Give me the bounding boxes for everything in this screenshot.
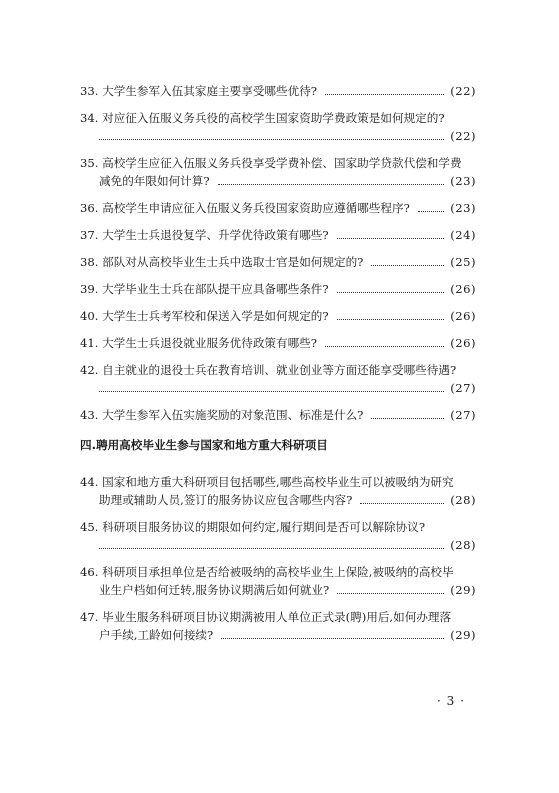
toc-page-ref: (22) [450, 129, 476, 143]
toc-entry-line [80, 154, 476, 172]
toc-page-ref: (27) [450, 381, 476, 395]
toc-entry [80, 406, 476, 424]
toc-page-ref: (23) [450, 201, 476, 215]
dot-leader [337, 238, 445, 239]
toc-entry-line [80, 334, 476, 352]
toc-entry-line [80, 379, 476, 397]
toc-entry-text: 35. 高校学生应征入伍服义务兵役享受学费补偿、国家助学贷款代偿和学费 [80, 156, 462, 170]
toc-entry-text: 33. 大学生参军入伍其家庭主要享受哪些优待? [80, 84, 318, 98]
dot-leader [99, 548, 444, 549]
toc-entry [80, 608, 476, 644]
toc-entry [80, 280, 476, 298]
toc-entry-line [80, 82, 476, 100]
toc-entry-line [80, 127, 476, 145]
toc-entry-line [80, 280, 476, 298]
dot-leader [99, 391, 444, 392]
toc-entry [80, 563, 476, 599]
toc-entry [80, 253, 476, 271]
toc-page-ref: (29) [450, 583, 476, 597]
toc-entry-text: 45. 科研项目服务协议的期限如何约定,履行期间是否可以解除协议? [80, 520, 426, 534]
toc-entry-text: 41. 大学生士兵退役就业服务优待政策有哪些? [80, 336, 318, 350]
toc-group-military [80, 82, 476, 424]
dot-leader [418, 211, 444, 212]
table-of-contents [80, 82, 476, 653]
toc-entry-text: 38. 部队对从高校毕业生士兵中选取士官是如何规定的? [80, 255, 364, 269]
dot-leader [371, 418, 444, 419]
toc-entry-line [80, 581, 476, 599]
toc-entry-line [80, 172, 476, 190]
toc-page-ref: (27) [450, 408, 476, 422]
toc-entry-line [80, 491, 476, 509]
dot-leader [337, 319, 445, 320]
toc-entry-text: 助理或辅助人员,签订的服务协议应包含哪些内容? [99, 493, 353, 507]
toc-entry-text: 户手续,工龄如何接续? [99, 628, 214, 642]
toc-entry [80, 473, 476, 509]
toc-entry [80, 82, 476, 100]
dot-leader [360, 503, 444, 504]
dot-leader [325, 346, 444, 347]
toc-entry [80, 334, 476, 352]
toc-entry-text: 42. 自主就业的退役士兵在教育培训、就业创业等方面还能享受哪些待遇? [80, 363, 457, 377]
toc-entry-text: 47. 毕业生服务科研项目协议期满被用人单位正式录(聘)用后,如何办理落 [80, 610, 452, 624]
toc-entry [80, 154, 476, 190]
toc-entry-line [80, 199, 476, 217]
toc-entry [80, 361, 476, 397]
toc-entry-text: 39. 大学毕业生士兵在部队提干应具备哪些条件? [80, 282, 329, 296]
toc-entry-line [80, 253, 476, 271]
toc-entry-text: 43. 大学生参军入伍实施奖励的对象范围、标准是什么? [80, 408, 364, 422]
toc-entry-text: 减免的年限如何计算? [99, 174, 210, 188]
toc-entry-line [80, 563, 476, 581]
toc-entry [80, 307, 476, 325]
toc-group-research [80, 473, 476, 644]
toc-entry-line [80, 226, 476, 244]
toc-page-ref: (26) [450, 336, 476, 350]
toc-entry-line [80, 518, 476, 536]
toc-entry-text: 36. 高校学生申请应征入伍服义务兵役国家资助应遵循哪些程序? [80, 201, 410, 215]
toc-page-ref: (24) [450, 228, 476, 242]
dot-leader [337, 593, 444, 594]
toc-page-ref: (28) [450, 493, 476, 507]
toc-entry-line [80, 473, 476, 491]
toc-entry-line [80, 361, 476, 379]
toc-page-ref: (22) [450, 84, 476, 98]
toc-page-ref: (29) [450, 628, 476, 642]
toc-entry-line [80, 608, 476, 626]
dot-leader [221, 638, 444, 639]
toc-page-ref: (28) [450, 538, 476, 552]
section-title: 四.聘用高校毕业生参与国家和地方重大科研项目 [80, 438, 328, 452]
toc-entry-text: 业生户档如何迁转,服务协议期满后如何就业? [99, 583, 330, 597]
toc-entry-text: 46. 科研项目承担单位是否给被吸纳的高校毕业生上保险,被吸纳的高校毕 [80, 565, 454, 579]
dot-leader [99, 139, 444, 140]
dot-leader [337, 292, 445, 293]
toc-entry-line [80, 406, 476, 424]
toc-entry-line [80, 307, 476, 325]
toc-entry-text: 44. 国家和地方重大科研项目包括哪些,哪些高校毕业生可以被吸纳为研究 [80, 475, 454, 489]
page-number: · 3 · [437, 694, 465, 708]
toc-page-ref: (26) [450, 282, 476, 296]
toc-page-ref: (25) [450, 255, 476, 269]
toc-entry-line [80, 109, 476, 127]
toc-entry [80, 518, 476, 554]
toc-entry-line [80, 536, 476, 554]
dot-leader [218, 184, 445, 185]
toc-entry-text: 40. 大学生士兵考军校和保送入学是如何规定的? [80, 309, 329, 323]
toc-entry [80, 109, 476, 145]
toc-entry-text: 37. 大学生士兵退役复学、升学优待政策有哪些? [80, 228, 329, 242]
toc-page-ref: (26) [450, 309, 476, 323]
toc-entry [80, 199, 476, 217]
dot-leader [371, 265, 444, 266]
toc-page-ref: (23) [450, 174, 476, 188]
toc-entry-text: 34. 对应征入伍服义务兵役的高校学生国家资助学费政策是如何规定的? [80, 111, 445, 125]
toc-entry [80, 226, 476, 244]
toc-entry-line [80, 626, 476, 644]
dot-leader [325, 94, 444, 95]
